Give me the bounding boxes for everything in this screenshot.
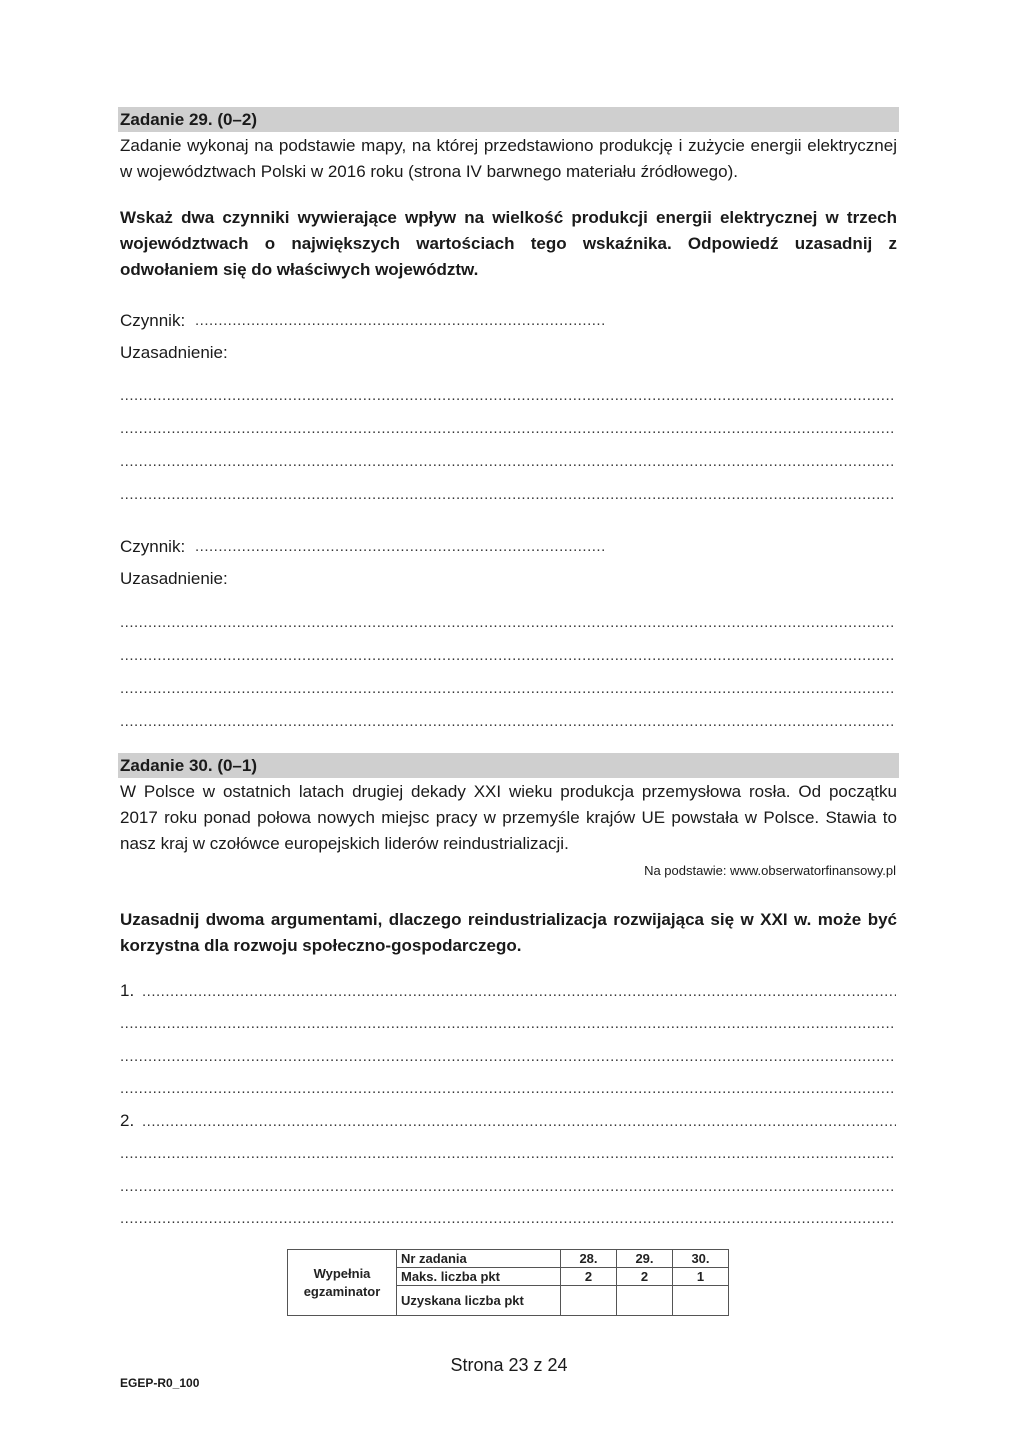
examiner-label: Wypełnia egzaminator [288, 1250, 397, 1316]
answer-line[interactable] [120, 1209, 896, 1229]
task-30-intro: W Polsce w ostatnich latach drugiej dekady XXI wieku produkcja przemysłowa rosła. Od początku 2017 roku ponad połowa nowych miejsc pracy w przemyśle krajów UE powstała w Polsce. Stawia to nasz kraj w czołówce europejskich liderów reindustrializacji. [120, 782, 897, 853]
answer-line[interactable] [120, 1144, 896, 1164]
answer-line[interactable] [120, 386, 896, 406]
row-label-task: Nr zadania [397, 1250, 561, 1268]
factor-answer-line-1[interactable] [195, 311, 606, 331]
task-29-header: Zadanie 29. (0–2) [118, 107, 899, 132]
max-points-cell: 2 [561, 1268, 617, 1286]
answer-line[interactable] [120, 485, 896, 505]
answer-line[interactable] [120, 452, 896, 472]
page-number: Strona 23 z 24 [450, 1355, 568, 1375]
answer-line[interactable] [120, 613, 896, 633]
row-label-obtained: Uzyskana liczba pkt [397, 1286, 561, 1316]
factor-label-1: Czynnik: [120, 311, 186, 330]
answer-number-1: 1. [120, 981, 135, 1000]
task-30-instruction: Uzasadnij dwoma argumentami, dlaczego reindustrializacja rozwijająca się w XXI w. może być korzystna dla rozwoju społeczno-gospodarczego. [120, 910, 897, 955]
task-number-cell: 30. [673, 1250, 729, 1268]
answer-line[interactable] [120, 1014, 896, 1034]
task-29-intro: Zadanie wykonaj na podstawie mapy, na której przedstawiono produkcję i zużycie energii elektrycznej w województwach Polski w 2016 roku (strona IV barwnego materiału źródłowego). [120, 136, 897, 181]
source-note: Na podstawie: www.obserwatorfinansowy.pl [644, 863, 896, 878]
answer-line[interactable] [120, 1047, 896, 1067]
row-label-max: Maks. liczba pkt [397, 1268, 561, 1286]
factor-label-2: Czynnik: [120, 537, 186, 556]
justification-label-1: Uzasadnienie: [120, 343, 228, 362]
exam-code: EGEP-R0_100 [120, 1376, 200, 1390]
score-table [287, 1249, 729, 1316]
answer-line[interactable] [120, 679, 896, 699]
obtained-points-cell[interactable] [617, 1286, 673, 1316]
task-29-instruction: Wskaż dwa czynniki wywierające wpływ na wielkość produkcji energii elektrycznej w trzech województwach o największych wartościach tego wskaźnika. Odpowiedź uzasadnij z odwołaniem się do właściwych województw. [120, 208, 897, 279]
answer-line[interactable] [142, 982, 896, 1002]
task-number-cell: 28. [561, 1250, 617, 1268]
max-points-cell: 1 [673, 1268, 729, 1286]
answer-number-2: 2. [120, 1111, 135, 1130]
answer-line[interactable] [120, 1079, 896, 1099]
justification-label-2: Uzasadnienie: [120, 569, 228, 588]
max-points-cell: 2 [617, 1268, 673, 1286]
obtained-points-cell[interactable] [561, 1286, 617, 1316]
factor-answer-line-2[interactable] [195, 537, 606, 557]
answer-line[interactable] [120, 712, 896, 732]
task-number-cell: 29. [617, 1250, 673, 1268]
answer-line[interactable] [120, 1177, 896, 1197]
answer-line[interactable] [120, 646, 896, 666]
obtained-points-cell[interactable] [673, 1286, 729, 1316]
answer-line[interactable] [120, 419, 896, 439]
answer-line[interactable] [142, 1112, 896, 1132]
task-30-header: Zadanie 30. (0–1) [118, 753, 899, 778]
